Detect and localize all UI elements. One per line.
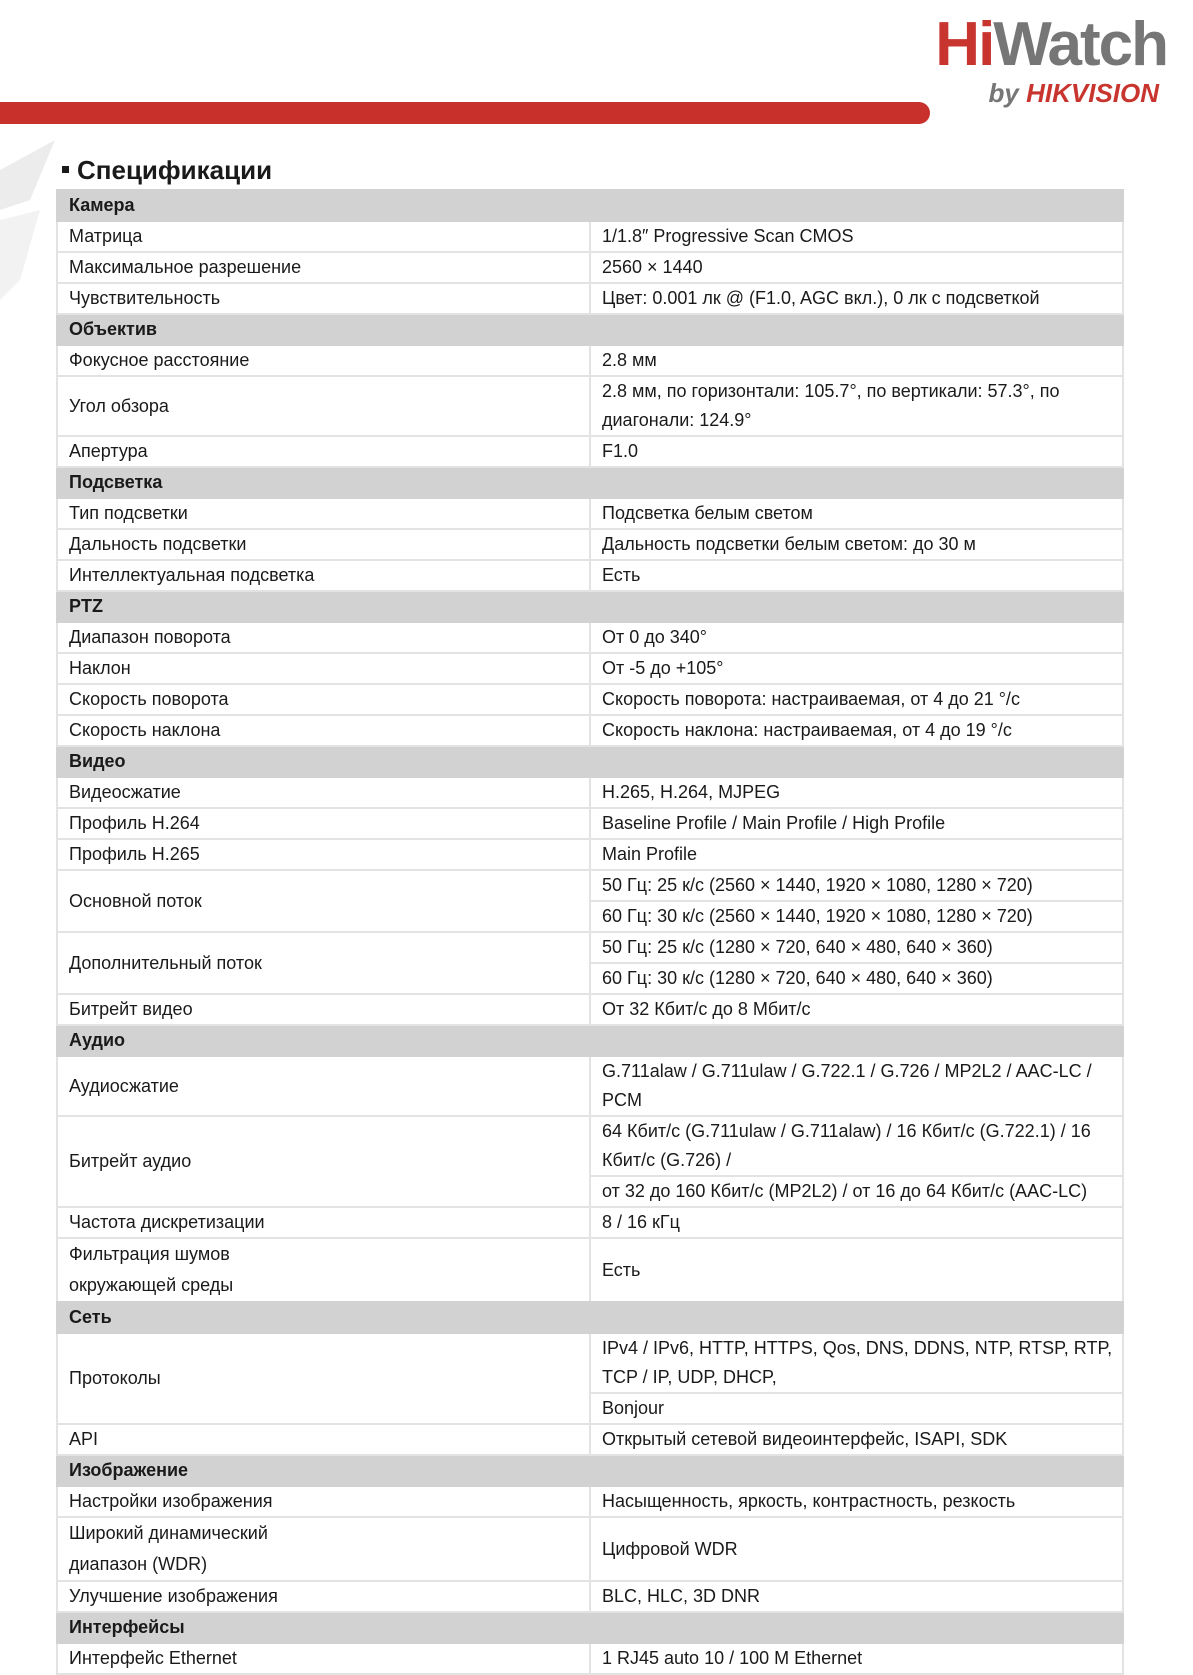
spec-key: Фокусное расстояние xyxy=(57,345,590,376)
spec-value: Main Profile xyxy=(590,839,1123,870)
category-row xyxy=(57,1455,1123,1486)
spec-value: Насыщенность, яркость, контрастность, резкость xyxy=(590,1486,1123,1517)
spec-row xyxy=(57,1056,1123,1116)
category-row xyxy=(57,314,1123,345)
spec-key: Дальность подсветки xyxy=(57,529,590,560)
spec-key: Улучшение изображения xyxy=(57,1581,590,1612)
spec-key: Матрица xyxy=(57,221,590,252)
category-row xyxy=(57,1025,1123,1056)
spec-key: Угол обзора xyxy=(57,376,590,436)
spec-value: Дальность подсветки белым светом: до 30 м xyxy=(590,529,1123,560)
logo-wordmark xyxy=(935,10,1167,79)
spec-key-line: Широкий динамический xyxy=(69,1523,268,1543)
spec-key: Скорость поворота xyxy=(57,684,590,715)
category-row xyxy=(57,591,1123,622)
spec-row xyxy=(57,808,1123,839)
spec-key: Битрейт аудио xyxy=(57,1116,590,1207)
spec-row xyxy=(57,1643,1123,1674)
spec-key: Профиль H.265 xyxy=(57,839,590,870)
spec-row xyxy=(57,1333,1123,1393)
spec-value: Baseline Profile / Main Profile / High Profile xyxy=(590,808,1123,839)
category-label: Изображение xyxy=(57,1455,1123,1486)
spec-value: Есть xyxy=(590,560,1123,591)
spec-row xyxy=(57,436,1123,467)
spec-row xyxy=(57,932,1123,963)
spec-value: 2560 × 1440 xyxy=(590,252,1123,283)
spec-value: 2.8 мм, по горизонтали: 105.7°, по вертикали: 57.3°, по диагонали: 124.9° xyxy=(590,376,1123,436)
spec-value: 60 Гц: 30 к/с (1280 × 720, 640 × 480, 640 × 360) xyxy=(590,963,1123,994)
spec-value: G.711alaw / G.711ulaw / G.722.1 / G.726 / MP2L2 / AAC-LC / PCM xyxy=(590,1056,1123,1116)
category-label: Сеть xyxy=(57,1302,1123,1333)
spec-key-line: диапазон (WDR) xyxy=(69,1554,208,1574)
spec-value: BLC, HLC, 3D DNR xyxy=(590,1581,1123,1612)
spec-row xyxy=(57,1581,1123,1612)
spec-key: Диапазон поворота xyxy=(57,622,590,653)
logo-watch: Watch xyxy=(993,10,1167,79)
spec-row xyxy=(57,1116,1123,1176)
spec-row xyxy=(57,994,1123,1025)
spec-row xyxy=(57,715,1123,746)
spec-key-line: Фильтрация шумов xyxy=(69,1244,230,1264)
spec-value: Цвет: 0.001 лк @ (F1.0, AGC вкл.), 0 лк с подсветкой xyxy=(590,283,1123,314)
spec-value: Цифровой WDR xyxy=(590,1517,1123,1581)
spec-value: Открытый сетевой видеоинтерфейс, ISAPI, SDK xyxy=(590,1424,1123,1455)
spec-row xyxy=(57,1424,1123,1455)
spec-key: Максимальное разрешение xyxy=(57,252,590,283)
category-label: Камера xyxy=(57,190,1123,221)
category-row xyxy=(57,746,1123,777)
category-label: Видео xyxy=(57,746,1123,777)
spec-row xyxy=(57,684,1123,715)
hiwatch-logo xyxy=(935,10,1167,109)
spec-row xyxy=(57,1238,1123,1302)
category-label: Аудио xyxy=(57,1025,1123,1056)
page-title xyxy=(62,155,272,186)
spec-value: От -5 до +105° xyxy=(590,653,1123,684)
logo-hi: Hi xyxy=(935,10,994,79)
spec-key: Чувствительность xyxy=(57,283,590,314)
spec-row xyxy=(57,345,1123,376)
spec-row xyxy=(57,653,1123,684)
spec-value: Bonjour xyxy=(590,1393,1123,1424)
spec-value: Подсветка белым светом xyxy=(590,498,1123,529)
spec-value: 1 RJ45 auto 10 / 100 M Ethernet xyxy=(590,1643,1123,1674)
spec-value: от 32 до 160 Кбит/с (MP2L2) / от 16 до 64 Кбит/с (AAC-LC) xyxy=(590,1176,1123,1207)
logo-subtitle xyxy=(935,78,1159,109)
spec-row xyxy=(57,376,1123,436)
spec-key: Видеосжатие xyxy=(57,777,590,808)
spec-row xyxy=(57,1486,1123,1517)
spec-row xyxy=(57,221,1123,252)
spec-value: IPv4 / IPv6, HTTP, HTTPS, Qos, DNS, DDNS, NTP, RTSP, RTP, TCP / IP, UDP, DHCP, xyxy=(590,1333,1123,1393)
spec-row xyxy=(57,1517,1123,1581)
spec-key: Частота дискретизации xyxy=(57,1207,590,1238)
spec-key: Битрейт видео xyxy=(57,994,590,1025)
spec-row xyxy=(57,498,1123,529)
spec-value: F1.0 xyxy=(590,436,1123,467)
spec-value: Скорость поворота: настраиваемая, от 4 до 21 °/с xyxy=(590,684,1123,715)
spec-row xyxy=(57,252,1123,283)
page-title-text: Спецификации xyxy=(77,155,273,185)
spec-table xyxy=(56,189,1124,1675)
category-row xyxy=(57,1612,1123,1643)
spec-value: H.265, H.264, MJPEG xyxy=(590,777,1123,808)
spec-key-line: окружающей среды xyxy=(69,1275,234,1295)
spec-value: 60 Гц: 30 к/с (2560 × 1440, 1920 × 1080, 1280 × 720) xyxy=(590,901,1123,932)
spec-key xyxy=(57,1517,590,1581)
spec-value: От 0 до 340° xyxy=(590,622,1123,653)
category-label: Интерфейсы xyxy=(57,1612,1123,1643)
spec-key: Основной поток xyxy=(57,870,590,932)
spec-value: 50 Гц: 25 к/с (2560 × 1440, 1920 × 1080, 1280 × 720) xyxy=(590,870,1123,901)
spec-key: Скорость наклона xyxy=(57,715,590,746)
spec-value: Скорость наклона: настраиваемая, от 4 до 19 °/с xyxy=(590,715,1123,746)
spec-row xyxy=(57,1207,1123,1238)
spec-value: 1/1.8″ Progressive Scan CMOS xyxy=(590,221,1123,252)
spec-row xyxy=(57,777,1123,808)
spec-key: Настройки изображения xyxy=(57,1486,590,1517)
category-row xyxy=(57,467,1123,498)
bullet-icon xyxy=(62,166,69,173)
logo-company: HIKVISION xyxy=(1026,78,1159,108)
spec-key: API xyxy=(57,1424,590,1455)
header-red-bar xyxy=(0,102,930,124)
logo-by: by xyxy=(988,78,1019,108)
spec-key: Наклон xyxy=(57,653,590,684)
spec-key: Дополнительный поток xyxy=(57,932,590,994)
spec-row xyxy=(57,529,1123,560)
spec-key: Протоколы xyxy=(57,1333,590,1424)
category-row xyxy=(57,190,1123,221)
spec-value: 64 Кбит/с (G.711ulaw / G.711alaw) / 16 Кбит/с (G.722.1) / 16 Кбит/с (G.726) / xyxy=(590,1116,1123,1176)
spec-key: Тип подсветки xyxy=(57,498,590,529)
spec-row xyxy=(57,283,1123,314)
spec-value: 50 Гц: 25 к/с (1280 × 720, 640 × 480, 640 × 360) xyxy=(590,932,1123,963)
spec-key: Апертура xyxy=(57,436,590,467)
category-label: Подсветка xyxy=(57,467,1123,498)
spec-key: Профиль H.264 xyxy=(57,808,590,839)
spec-value: 2.8 мм xyxy=(590,345,1123,376)
spec-value: От 32 Кбит/с до 8 Мбит/с xyxy=(590,994,1123,1025)
spec-value: Есть xyxy=(590,1238,1123,1302)
spec-value: 8 / 16 кГц xyxy=(590,1207,1123,1238)
spec-key: Интерфейс Ethernet xyxy=(57,1643,590,1674)
spec-row xyxy=(57,839,1123,870)
spec-key: Интеллектуальная подсветка xyxy=(57,560,590,591)
category-label: PTZ xyxy=(57,591,1123,622)
spec-key xyxy=(57,1238,590,1302)
category-row xyxy=(57,1302,1123,1333)
spec-key: Аудиосжатие xyxy=(57,1056,590,1116)
decorative-shape xyxy=(0,140,60,310)
spec-row xyxy=(57,870,1123,901)
category-label: Объектив xyxy=(57,314,1123,345)
spec-row xyxy=(57,560,1123,591)
spec-row xyxy=(57,622,1123,653)
